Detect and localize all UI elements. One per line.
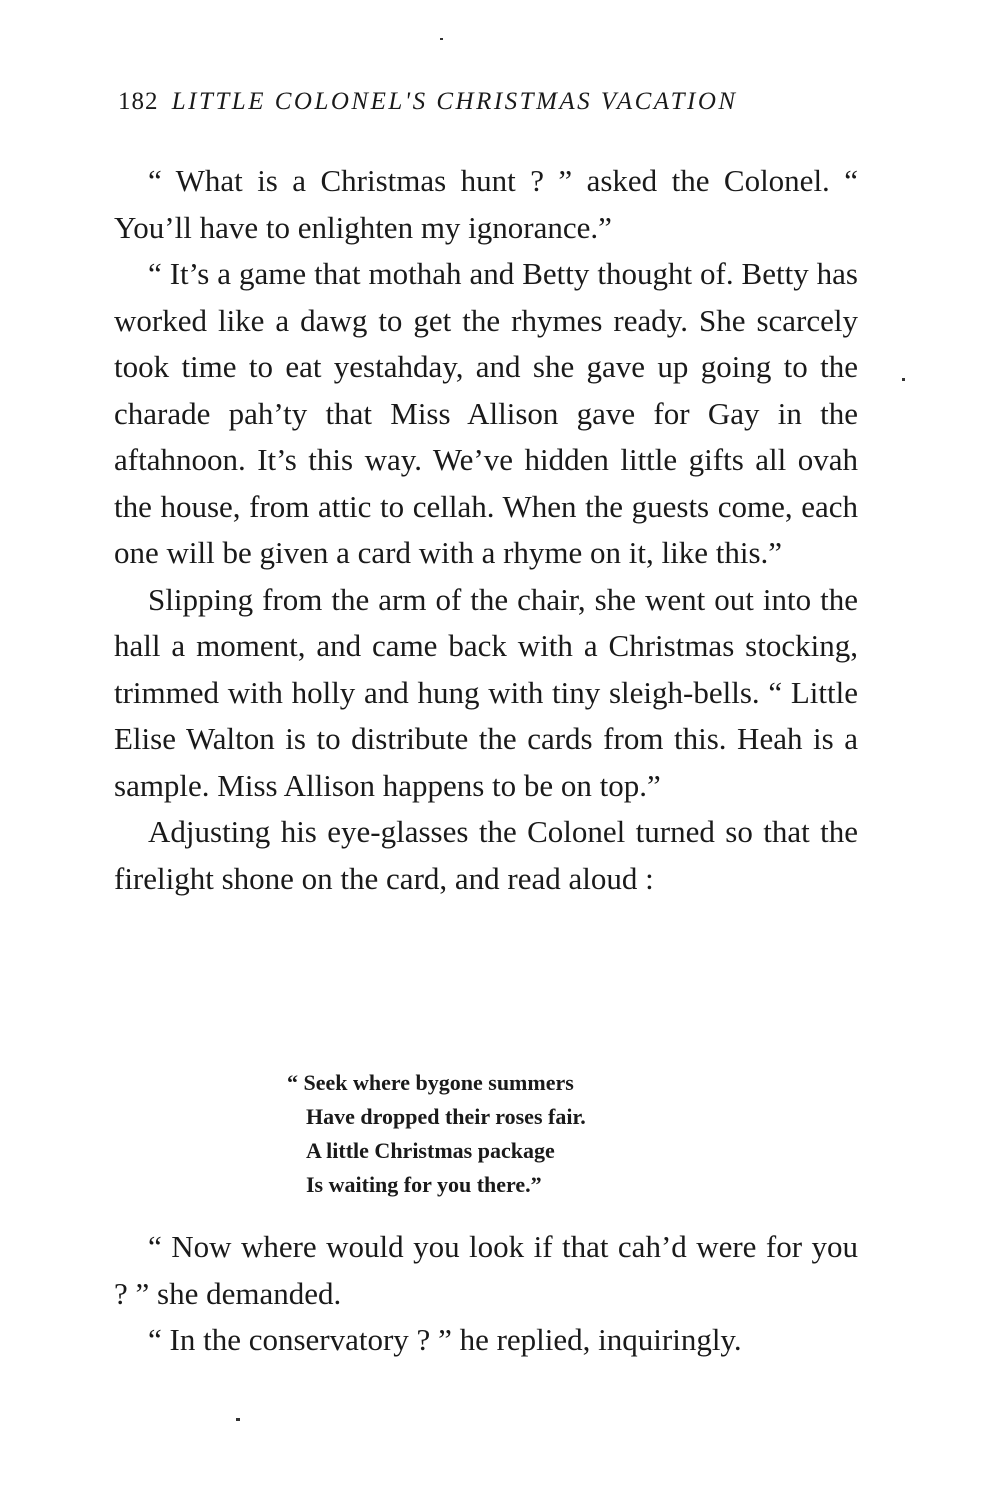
body-text-closing: [114, 1224, 858, 1364]
verse-line: Is waiting for you there.”: [306, 1172, 542, 1197]
paragraph: “ In the conservatory ? ” he replied, inquiringly.: [148, 1322, 742, 1357]
body-text: [114, 158, 858, 902]
running-title: LITTLE COLONEL'S CHRISTMAS VACATION: [171, 88, 738, 115]
verse-line: Have dropped their roses fair.: [306, 1104, 586, 1129]
paragraph: “ Now where would you look if that cah’d were for you ? ” she demanded.: [114, 1229, 858, 1311]
page-number: 182: [118, 88, 159, 115]
paragraph: Slipping from the arm of the chair, she went out into the hall a moment, and came back with a Christmas stocking, trimmed with holly and hung with tiny sleigh-bells. “ Little Elise Walton is to distribute the cards from this. Heah is a sample. Miss Allison happens to be on top.”: [114, 581, 858, 803]
paragraph: “ What is a Christmas hunt ? ” asked the Colonel. “ You’ll have to enlighten my ignorance.”: [114, 163, 858, 245]
paragraph: Adjusting his eye-glasses the Colonel turned so that the firelight shone on the card, and read aloud :: [114, 814, 858, 896]
paragraph: “ It’s a game that mothah and Betty thought of. Betty has worked like a dawg to get the rhymes ready. She scarcely took time to eat yestahday, and she gave up going to the charade pah’ty that Miss Allison gave for Gay in the aftahnoon. It’s this way. We’ve hidden little gifts all ovah the house, from attic to cellah. When the guests come, each one will be given a card with a rhyme on it, like this.”: [114, 256, 858, 570]
print-speck: [440, 38, 443, 40]
print-speck: [902, 378, 905, 381]
print-speck: [236, 1418, 240, 1421]
verse-line: “ Seek where bygone summers: [287, 1070, 574, 1095]
rhyme-verse: [287, 1066, 586, 1202]
running-head: [118, 88, 858, 116]
verse-line: A little Christmas package: [306, 1138, 555, 1163]
